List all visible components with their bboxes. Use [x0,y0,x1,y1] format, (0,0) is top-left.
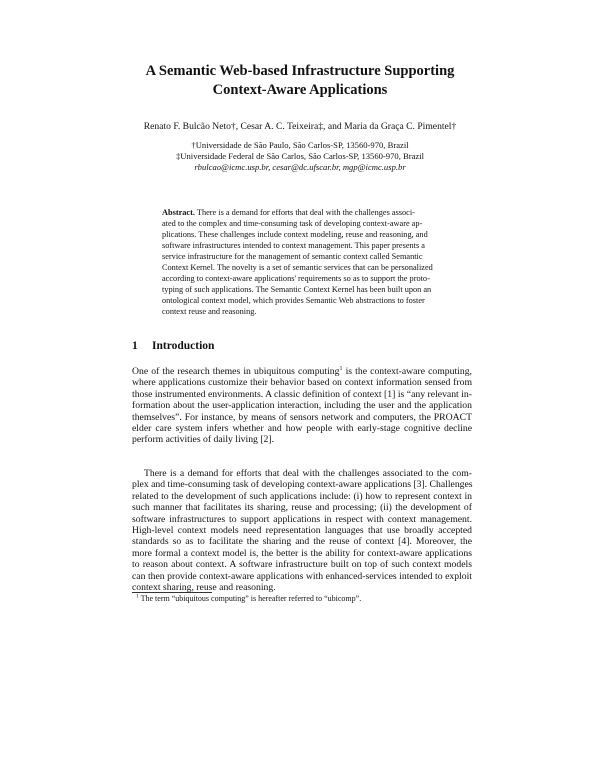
abstract-line: ated to the complex and time-consuming task of developing context-aware ap- [162,219,423,228]
abstract [162,207,440,317]
abstract-text: There is a demand for efforts that deal with the challenges associ- [196,208,415,217]
author-list: Renato F. Bulcão Neto†, Cesar A. C. Teixeira‡, and Maria da Graça C. Pimentel† [143,121,457,132]
abstract-line: context reuse and reasoning. [162,307,257,316]
footnote-number: 1 [136,593,139,600]
paragraph-line: those instrumented environments. A classic definition of context [1] is “any relevant in- [132,388,472,400]
intro-paragraph-2 [132,468,472,593]
title-line-2: Context-Aware Applications [212,82,388,98]
paragraph-line: themselves”. For instance, by means of sensors network and computers, the PROACT [132,411,472,423]
section-title: Introduction [152,340,215,352]
footnote-text: The term “ubiquitous computing” is hereafter referred to “ubicomp”. [140,594,362,603]
footnote [136,594,361,603]
paragraph-line: perform activities of daily living [2]. [132,434,275,446]
paragraph-line: context sharing, reuse and reasoning. [132,582,276,594]
paragraph-line [132,366,472,377]
author-emails: rbulcao@icmc.usp.br, cesar@dc.ufscar.br, mgp@icmc.usp.br [194,161,406,172]
abstract-label: Abstract. [162,208,195,217]
paragraph-line: High-level context models need representation languages that use broadly accepted [132,525,472,537]
paper-title [90,62,510,100]
paragraph-line: can then provide context-aware applications with enhanced-services intended to exploit [132,570,472,582]
paragraph-line: more formal a context model is, the better is the ability for context-aware applications [132,547,472,559]
paragraph-line: where applications customize their behavior based on context information sensed from [132,377,472,389]
abstract-line: plications. These challenges include context modeling, reuse and reasoning, and [162,230,428,239]
affiliations [60,140,540,172]
paragraph-line: elder care system infers whether and how people with early-stage cognitive decline [132,423,472,435]
paragraph-line: software infrastructures to support applications in respect with context management. [132,513,472,525]
abstract-line: software infrastructures intended to context management. This paper presents a [162,241,425,250]
abstract-line: service infrastructure for the management of semantic context called Semantic [162,252,423,261]
intro-paragraph-1 [132,366,472,446]
paragraph-line: related to the development of such applications include: (i) how to represent context in [132,490,472,502]
abstract-line: according to context-aware applications' requirements so as to support the proto- [162,274,430,283]
abstract-line: Context Kernel. The novelty is a set of semantic services that can be personalized [162,263,433,272]
affiliation-ufscar: ‡Universidade Federal de São Carlos, São Carlos-SP, 13560-970, Brazil [176,150,424,161]
title-line-1: A Semantic Web-based Infrastructure Supporting [145,63,455,79]
section-number: 1 [132,340,138,352]
paragraph-line: formation about the user-application interaction, including the user and the application [132,400,472,412]
section-heading [132,340,214,352]
affiliation-usp: †Universidade de São Paulo, São Carlos-SP, 13560-970, Brazil [191,140,409,150]
footnote-marker: 1 [339,365,343,372]
line-text: One of the research themes in ubiquitous computing [132,366,340,377]
abstract-line [162,207,440,218]
paragraph-line: standards so as to facilitate the sharing and the reuse of context [4]. Moreover, the [132,536,472,548]
line-text: is the context-aware computing, [342,366,472,377]
footnote-divider [132,592,212,593]
paragraph-line: There is a demand for efforts that deal with the challenges associated to the com- [144,468,472,479]
abstract-line: typing of such applications. The Semantic Context Kernel has been built upon an [162,285,432,294]
paragraph-line: such manner that facilitates its sharing, reuse and processing; (ii) the development of [132,502,472,514]
abstract-line: ontological context model, which provides Semantic Web abstractions to foster [162,296,425,305]
paragraph-line: plex and time-consuming task of developing context-aware applications [3]. Challenges [132,479,473,491]
paragraph-line: to reason about context. A software infrastructure built on top of such context models [132,559,472,571]
